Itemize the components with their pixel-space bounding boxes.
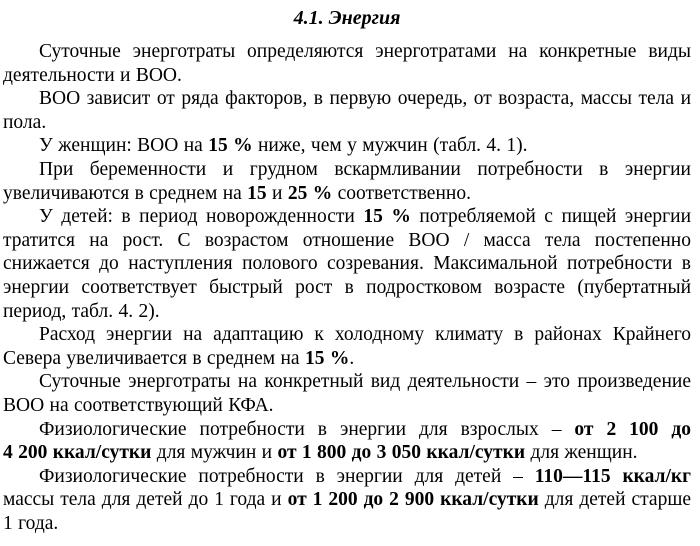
text-run: соответственно.	[332, 182, 471, 204]
paragraph	[3, 205, 691, 323]
text-run: массы тела для детей до 1 года и	[3, 489, 288, 511]
text-run: У женщин: ВОО на	[39, 135, 209, 157]
text-run: для женщин.	[525, 442, 638, 464]
paragraph	[3, 370, 691, 417]
paragraph	[3, 134, 691, 158]
text-run: При беременности и грудном вскармливании потребности в энергии увеличиваются в среднем на	[3, 158, 691, 204]
paragraph	[3, 158, 691, 205]
bold-text-run: от 1 200 до 2 900 ккал/сутки	[287, 489, 539, 511]
paragraph	[3, 40, 691, 87]
paragraph	[3, 323, 691, 370]
paragraph	[3, 465, 691, 536]
text-run: Суточные энерготраты на конкретный вид деятельности – это произведение ВОО на соответствующий КФА.	[3, 371, 691, 416]
paragraph	[3, 87, 691, 134]
text-run: У детей: в период новорожденности	[39, 206, 364, 228]
text-run: для детей старше 1 года.	[3, 489, 691, 534]
bold-text-run: 25 %	[287, 182, 333, 204]
bold-text-run: 15	[247, 182, 267, 204]
bold-text-run: 15 %	[208, 135, 253, 157]
bold-text-run: от 1 800 до 3 050 ккал/сутки	[277, 442, 526, 464]
text-run: потребляемой с пищей энергии тратится на рост. С возрастом отношение ВОО / масса тела постепенно снижается до наступления полового созревания. Максимальной потребности в энергии соответствует быстрый рост в подростковом возрасте (пубертатный период, табл. 4. 2).	[3, 206, 692, 322]
text-run: Физиологические потребности в энергии для взрослых –	[39, 418, 575, 440]
bold-text-run: от 2 100 до 4 200 ккал/сутки	[3, 418, 691, 464]
bold-text-run: 15 %	[363, 206, 411, 228]
text-run: .	[349, 347, 355, 369]
bold-text-run: 110—115 ккал/кг	[534, 465, 691, 487]
text-run: и	[266, 182, 288, 204]
section-heading: 4.1. Энергия	[293, 7, 401, 29]
text-run: для мужчин и	[151, 442, 278, 464]
text-run: ВОО зависит от ряда факторов, в первую очередь, от возраста, массы тела и пола.	[3, 88, 691, 133]
text-run: Суточные энерготраты определяются энерготратами на конкретные виды деятельности и ВОО.	[3, 41, 691, 86]
bold-text-run: 15 %	[304, 347, 350, 369]
document-body	[3, 40, 691, 535]
text-run: ниже, чем у мужчин (табл. 4. 1).	[252, 135, 528, 157]
text-run: Физиологические потребности в энергии для детей –	[39, 465, 535, 487]
paragraph	[3, 418, 691, 465]
text-run: Расход энергии на адаптацию к холодному климату в районах Крайнего Севера увеличивается в среднем на	[3, 324, 691, 369]
